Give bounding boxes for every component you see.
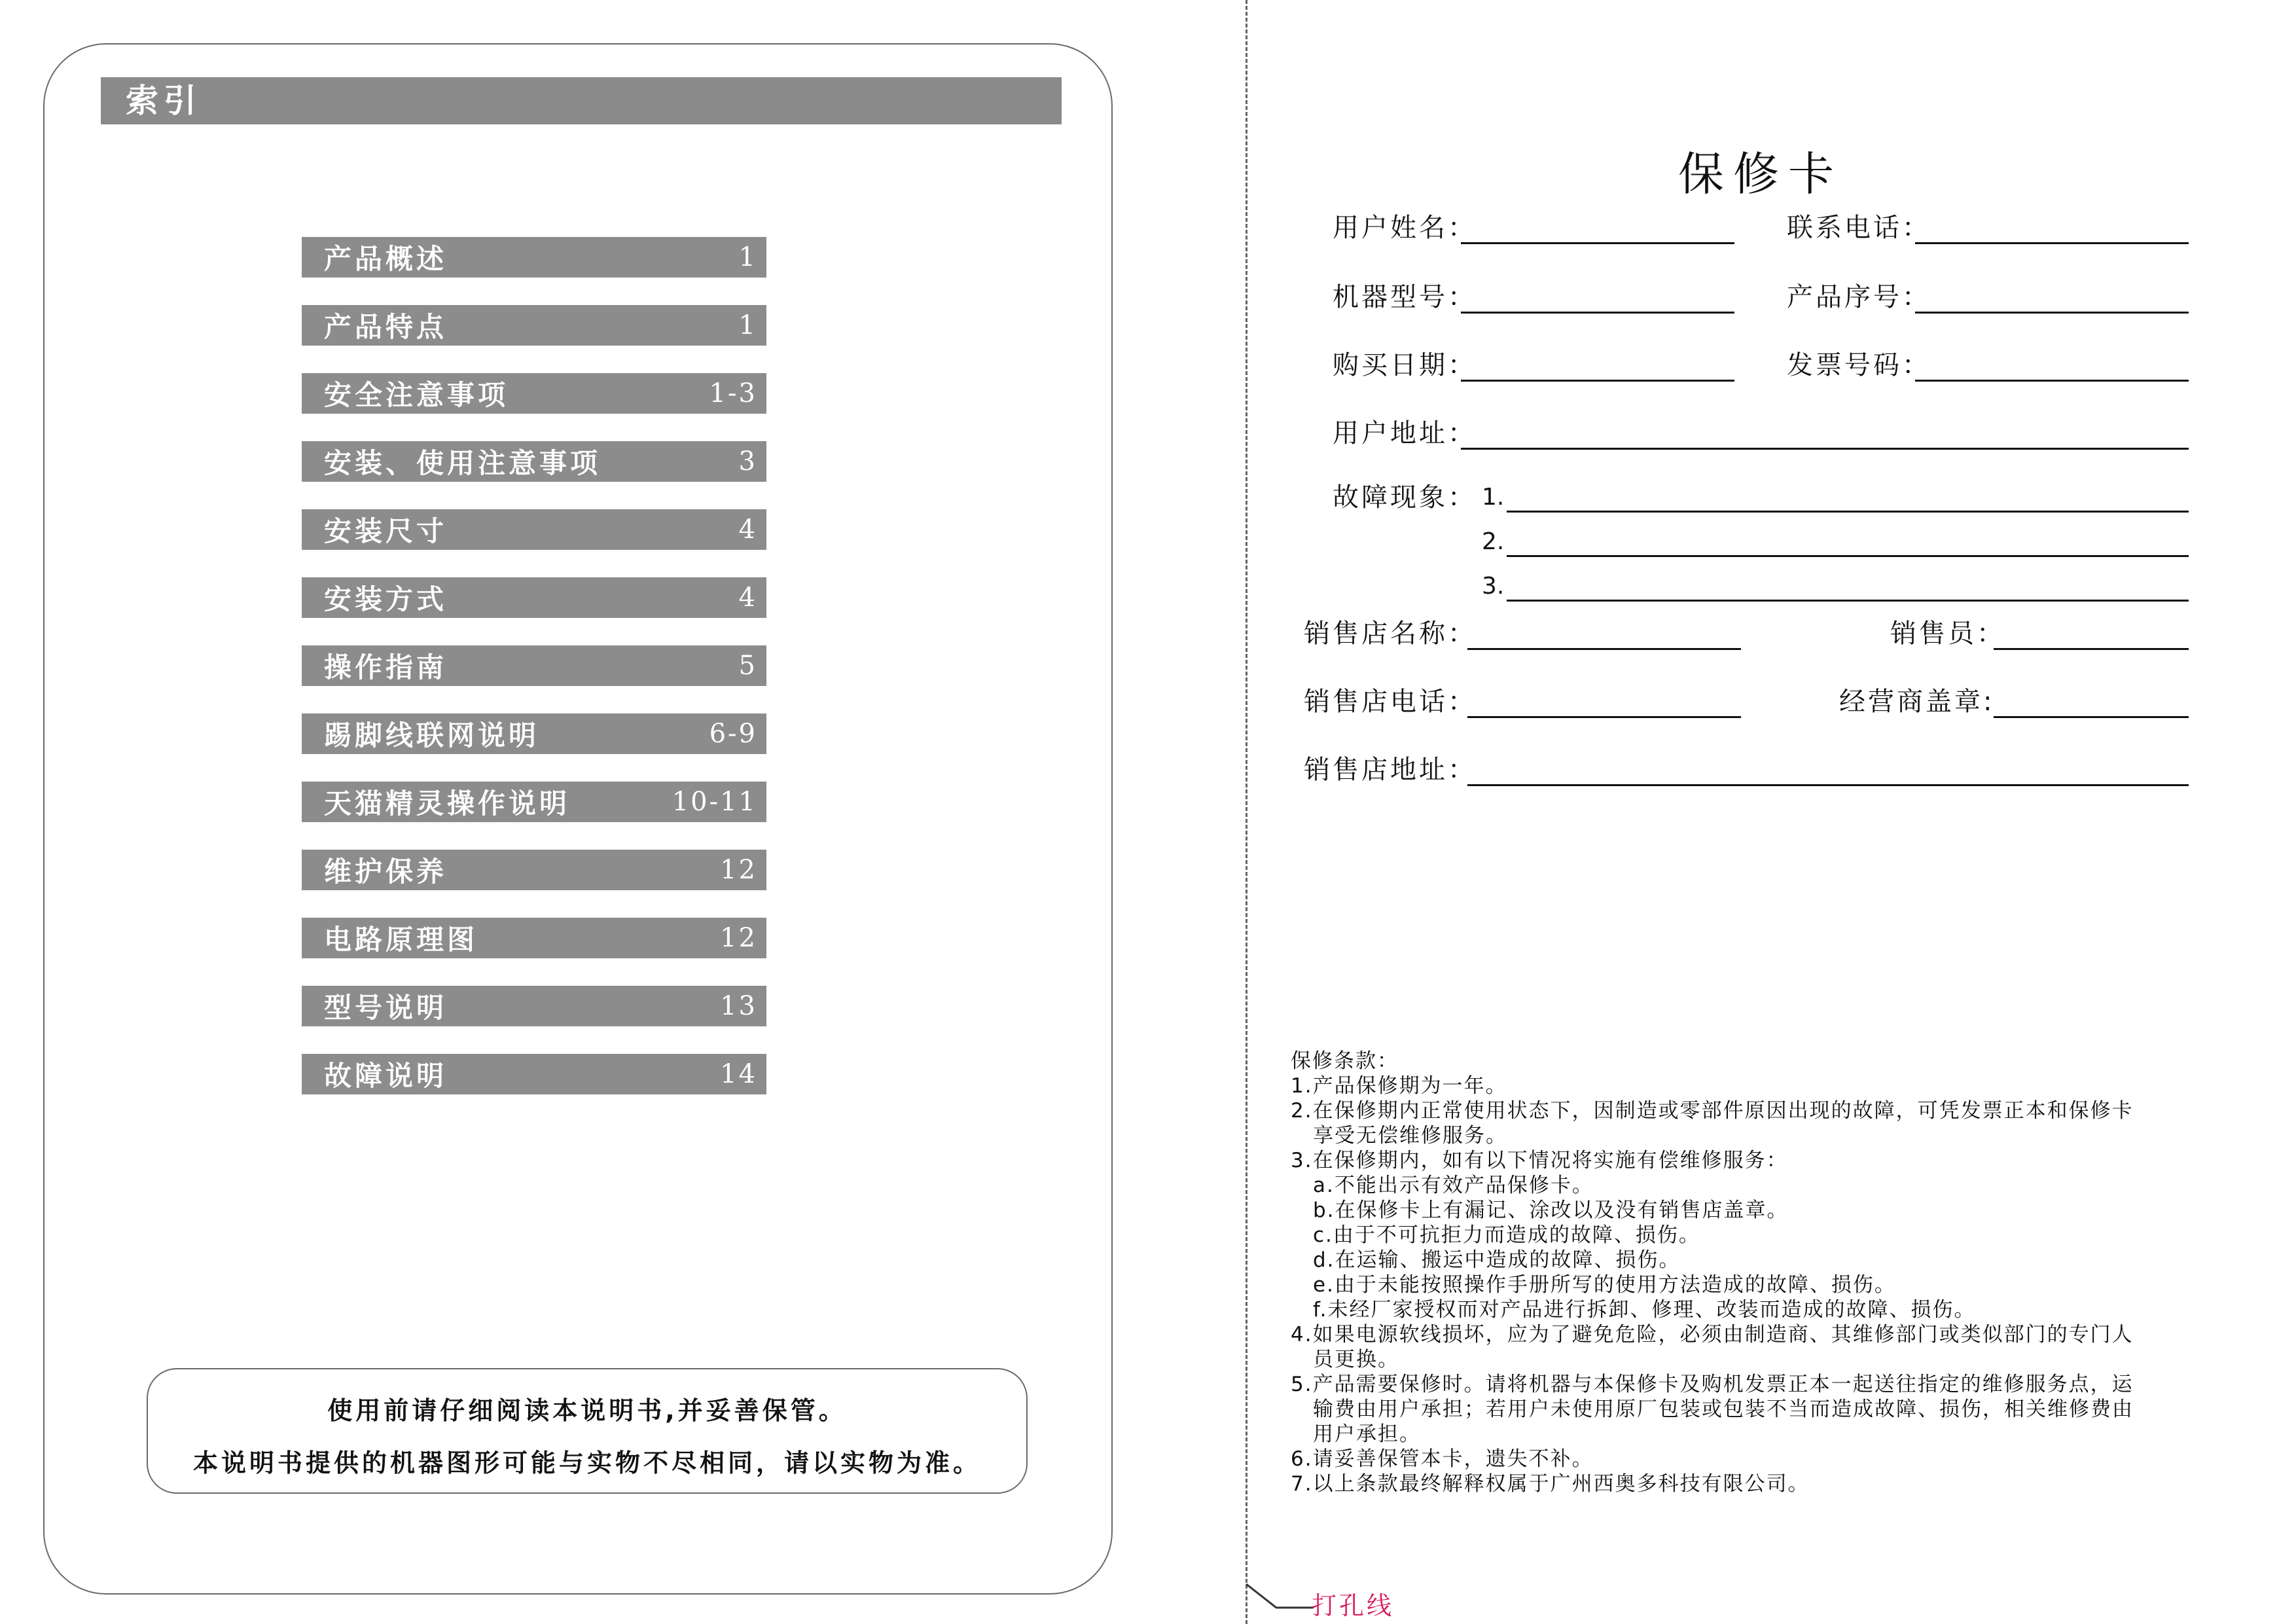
- toc-item-page: 3: [738, 446, 757, 477]
- purchase-date-field[interactable]: [1461, 380, 1734, 382]
- toc-item-title: 故障说明: [324, 1060, 448, 1092]
- salesperson-field[interactable]: [1994, 648, 2189, 650]
- toc-item-title: 电路原理图: [324, 924, 478, 956]
- terms-item: 1.产品保修期为一年。: [1291, 1074, 1507, 1098]
- store-name-label: 销售店名称：: [1304, 619, 1477, 649]
- terms-heading: 保修条款：: [1291, 1049, 1399, 1073]
- terms-item: 6.请妥善保管本卡，遗失不补。: [1291, 1447, 1594, 1471]
- toc-item[interactable]: [302, 918, 766, 958]
- terms-subitem: c.由于不可抗拒力而造成的故障、损伤。: [1313, 1223, 1700, 1247]
- toc-item-page: 1: [738, 310, 757, 340]
- toc-item[interactable]: [302, 577, 766, 618]
- toc-item-title: 天猫精灵操作说明: [324, 787, 571, 820]
- toc-item-title: 踢脚线联网说明: [324, 719, 540, 751]
- toc-item-title: 产品特点: [324, 311, 448, 343]
- fault-label: 故障现象：: [1333, 482, 1477, 513]
- terms-item: 2.在保修期内正常使用状态下，因制造或零部件原因出现的故障，可凭发票正本和保修卡: [1291, 1099, 2134, 1123]
- toc-item[interactable]: [302, 237, 766, 278]
- store-phone-label: 销售店电话：: [1304, 687, 1477, 717]
- toc-item[interactable]: [302, 509, 766, 550]
- toc-item-title: 安装、使用注意事项: [324, 447, 601, 479]
- toc-item-page: 6-9: [709, 719, 757, 749]
- toc-item[interactable]: [302, 645, 766, 686]
- toc-item-page: 1: [738, 242, 757, 272]
- toc-item-title: 安装尺寸: [324, 515, 448, 547]
- toc-item-title: 产品概述: [324, 243, 448, 275]
- terms-item: 用户承担。: [1313, 1422, 1421, 1446]
- terms-subitem: a.不能出示有效产品保修卡。: [1313, 1174, 1594, 1197]
- invoice-label: 发票号码：: [1787, 350, 1931, 380]
- fault-field-2[interactable]: [1507, 555, 2189, 557]
- fault-field-1[interactable]: [1507, 511, 2189, 513]
- notice-line-2: 本说明书提供的机器图形可能与实物不尽相同，请以实物为准。: [192, 1449, 981, 1477]
- toc-item[interactable]: [302, 441, 766, 482]
- toc-item-title: 安全注意事项: [324, 379, 509, 411]
- terms-item: 3.在保修期内，如有以下情况将实施有偿维修服务：: [1291, 1149, 1788, 1172]
- user-name-label: 用户姓名：: [1333, 213, 1477, 243]
- terms-subitem: d.在运输、搬运中造成的故障、损伤。: [1313, 1248, 1681, 1272]
- toc-item[interactable]: [302, 1054, 766, 1094]
- toc-item[interactable]: [302, 713, 766, 754]
- fault-number-2: 2.: [1482, 528, 1505, 555]
- toc-item[interactable]: [302, 373, 766, 414]
- phone-label: 联系电话：: [1787, 213, 1931, 243]
- toc-item-page: 13: [720, 991, 757, 1021]
- toc-item-page: 12: [720, 923, 757, 953]
- toc-item-title: 操作指南: [324, 651, 448, 683]
- notice-line-1: 使用前请仔细阅读本说明书,并妥善保管。: [327, 1396, 847, 1425]
- perforation-label: 打孔线: [1312, 1591, 1395, 1620]
- model-label: 机器型号：: [1333, 282, 1477, 312]
- toc-item-page: 10-11: [672, 787, 757, 817]
- toc-item[interactable]: [302, 305, 766, 346]
- terms-subitem: b.在保修卡上有漏记、涂改以及没有销售店盖章。: [1313, 1199, 1789, 1222]
- terms-item: 员更换。: [1313, 1348, 1399, 1371]
- user-name-field[interactable]: [1461, 242, 1734, 244]
- store-address-field[interactable]: [1467, 784, 2189, 786]
- toc-item-title: 安装方式: [324, 583, 448, 615]
- warranty-terms: [1291, 1049, 2246, 1496]
- address-label: 用户地址：: [1333, 418, 1477, 448]
- toc-item[interactable]: [302, 782, 766, 822]
- terms-item: 7.以上条款最终解释权属于广州西奥多科技有限公司。: [1291, 1472, 1810, 1496]
- toc-item-title: 维护保养: [324, 856, 448, 888]
- toc-item[interactable]: [302, 850, 766, 890]
- serial-field[interactable]: [1915, 312, 2189, 314]
- address-field[interactable]: [1461, 448, 2189, 450]
- toc-item-page: 4: [738, 514, 757, 545]
- model-field[interactable]: [1461, 312, 1734, 314]
- toc-item[interactable]: [302, 986, 766, 1026]
- terms-item: 输费由用户承担；若用户未使用原厂包装或包装不当而造成故障、损伤，相关维修费由: [1313, 1398, 2134, 1421]
- terms-subitem: f.未经厂家授权而对产品进行拆卸、修理、改装而造成的故障、损伤。: [1313, 1298, 1976, 1322]
- terms-item: 4.如果电源软线损坏，应为了避免危险，必须由制造商、其维修部门或类似部门的专门人: [1291, 1323, 2134, 1346]
- salesperson-label: 销售员：: [1890, 619, 2005, 649]
- fault-field-3[interactable]: [1507, 600, 2189, 602]
- toc-item-title: 型号说明: [324, 992, 448, 1024]
- store-address-label: 销售店地址：: [1304, 755, 1477, 785]
- fault-number-3: 3.: [1482, 573, 1505, 600]
- perforation-mark-icon: [1245, 1583, 1317, 1615]
- toc-item-page: 5: [738, 651, 757, 681]
- dealer-stamp-label: 经营商盖章:: [1839, 687, 1995, 717]
- purchase-date-label: 购买日期：: [1333, 350, 1477, 380]
- toc-item-page: 4: [738, 583, 757, 613]
- dealer-stamp-field[interactable]: [1994, 716, 2189, 718]
- index-panel: [43, 43, 1113, 1595]
- terms-subitem: e.由于未能按照操作手册所写的使用方法造成的故障、损伤。: [1313, 1273, 1896, 1297]
- phone-field[interactable]: [1915, 242, 2189, 244]
- fault-number-1: 1.: [1482, 484, 1505, 511]
- perforation-line: [1246, 0, 1247, 1624]
- terms-item: 享受无偿维修服务。: [1313, 1124, 1507, 1147]
- notice-box: [147, 1368, 1028, 1494]
- toc-item-page: 1-3: [709, 378, 757, 408]
- store-phone-field[interactable]: [1467, 716, 1741, 718]
- toc-item-page: 14: [720, 1059, 757, 1089]
- store-name-field[interactable]: [1467, 648, 1741, 650]
- index-header: 索引: [101, 77, 1062, 124]
- terms-item: 5.产品需要保修时。请将机器与本保修卡及购机发票正本一起送往指定的维修服务点，运: [1291, 1373, 2134, 1396]
- toc-item-page: 12: [720, 855, 757, 885]
- warranty-title: 保修卡: [1678, 147, 1843, 201]
- invoice-field[interactable]: [1915, 380, 2189, 382]
- serial-label: 产品序号：: [1787, 282, 1931, 312]
